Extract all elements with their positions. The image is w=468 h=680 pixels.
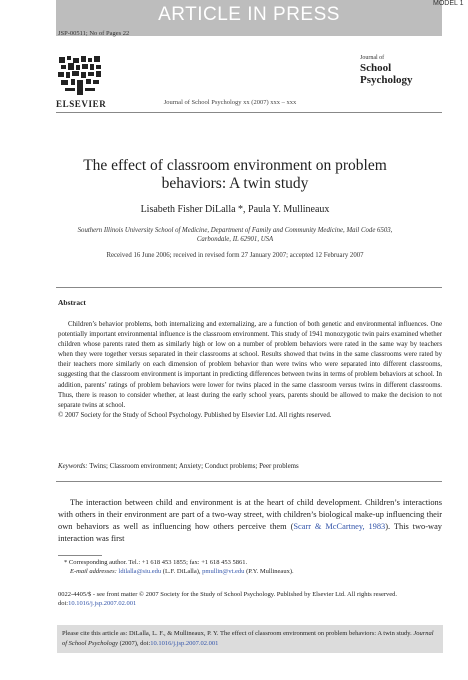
journal-logo-line2: Psychology	[360, 74, 413, 86]
email-link-2[interactable]: pmullin@vt.edu	[202, 568, 245, 575]
keywords-line	[58, 463, 442, 470]
banner-text: ARTICLE IN PRESS	[158, 4, 340, 25]
abstract-rule-top	[56, 287, 442, 288]
body-text-start: The interaction between child and environment is at the heart of child development. Children’s interactions with others in their environment are part of a two-way street, with children’s biological make-up influencing their own behaviors as well as influencing how others perceive them (	[58, 498, 442, 531]
abstract-rule-bottom	[56, 481, 442, 482]
email-author-2: (P.Y. Mullineaux).	[246, 568, 294, 575]
email-author-1: (L.F. DiLalla),	[162, 568, 201, 575]
front-matter-text: 0022-4405/$ - see front matter © 2007 Society for the Study of School Psychology. Published by Elsevier Ltd. All rights reserved.	[58, 591, 398, 598]
corresponding-author-note: * Corresponding author. Tel.: +1 618 453 1855; fax: +1 618 453 5861.	[64, 559, 248, 566]
front-matter	[58, 590, 442, 608]
doi-line	[58, 599, 442, 608]
authors: Lisabeth Fisher DiLalla *, Paula Y. Mullineaux	[140, 204, 330, 215]
email-note	[58, 567, 442, 576]
copyright-line: © 2007 Society for the Study of School Psychology. Published by Elsevier Ltd. All rights reserved.	[58, 411, 332, 419]
manuscript-meta: JSP-00511; No of Pages 22	[58, 30, 130, 37]
abstract-text: Children’s behavior problems, both internalizing and externalizing, are a function of both genetic and environmental influences. One potentially important environmental influence is the classroom environment. This study of 1941 monozygotic twin pairs examined whether children whose parents rated them as similarly high or low on a number of problem behaviors were rated in the same way by teachers when they were together versus separated in their classrooms at school. Results showed that twins in the same classrooms were rated by their teachers more similarly on each dimension of problem behavior than were twins who were separated into different classrooms, suggesting that the classroom environment is important in predicting differences between twins in terms of problem behaviors at school. In addition, parents’ ratings of problem behaviors were lower for twins placed in the same classroom versus twins in different classrooms. Thus, there is reason to consider whether, at least during the early school years, parents should be allowed to make the decision to not separate twins at school.	[58, 321, 442, 409]
email-label: E-mail addresses:	[70, 568, 117, 575]
received-dates: Received 16 June 2006; received in revised form 27 January 2007; accepted 12 February 2007	[106, 252, 364, 259]
journal-line: Journal of School Psychology xx (2007) xxx – xxx	[163, 99, 297, 106]
email-link-1[interactable]: ldilalla@siu.edu	[118, 568, 162, 575]
keywords-text: Twins; Classroom environment; Anxiety; Conduct problems; Peer problems	[89, 463, 299, 470]
body-text-end: ). This two-way interaction was first	[58, 522, 442, 543]
abstract-heading: Abstract	[58, 298, 86, 307]
article-title: The effect of classroom environment on problem behaviors: A twin study	[83, 157, 387, 192]
doi-link[interactable]: 10.1016/j.jsp.2007.02.001	[68, 600, 137, 607]
header-rule	[56, 112, 442, 113]
keywords-label: Keywords:	[58, 463, 88, 470]
journal-logo-small: Journal of	[360, 55, 385, 61]
body-text	[58, 497, 442, 545]
body-paragraph	[58, 497, 442, 545]
publisher-name: ELSEVIER	[56, 99, 107, 109]
citation-link[interactable]: Scarr & McCartney, 1983	[293, 522, 386, 531]
citation-text	[62, 629, 440, 648]
abstract-body	[58, 320, 442, 421]
citation-doi-link[interactable]: 10.1016/j.jsp.2007.02.001	[150, 639, 219, 647]
journal-logo	[360, 55, 418, 105]
affiliation: Southern Illinois University School of Medicine, Department of Family and Community Medicine, Mail Code 6503, Carbondale, IL 62901, USA	[77, 227, 393, 243]
model-label: MODEL 1	[433, 0, 464, 7]
doi-label: doi:	[58, 600, 69, 607]
footnote-rule	[58, 555, 102, 556]
elsevier-tree-logo	[57, 55, 103, 97]
citation-prefix: Please cite this article as: DiLalla, L. F., & Mullineaux, P. Y. The effect of classroom environment on problem behaviors: A twin study.	[62, 630, 412, 637]
citation-journal: Journal of School Psychology	[62, 630, 434, 647]
citation-mid: (2007), doi:	[119, 639, 151, 647]
journal-logo-line1: School	[360, 62, 392, 74]
footnotes	[58, 558, 442, 576]
